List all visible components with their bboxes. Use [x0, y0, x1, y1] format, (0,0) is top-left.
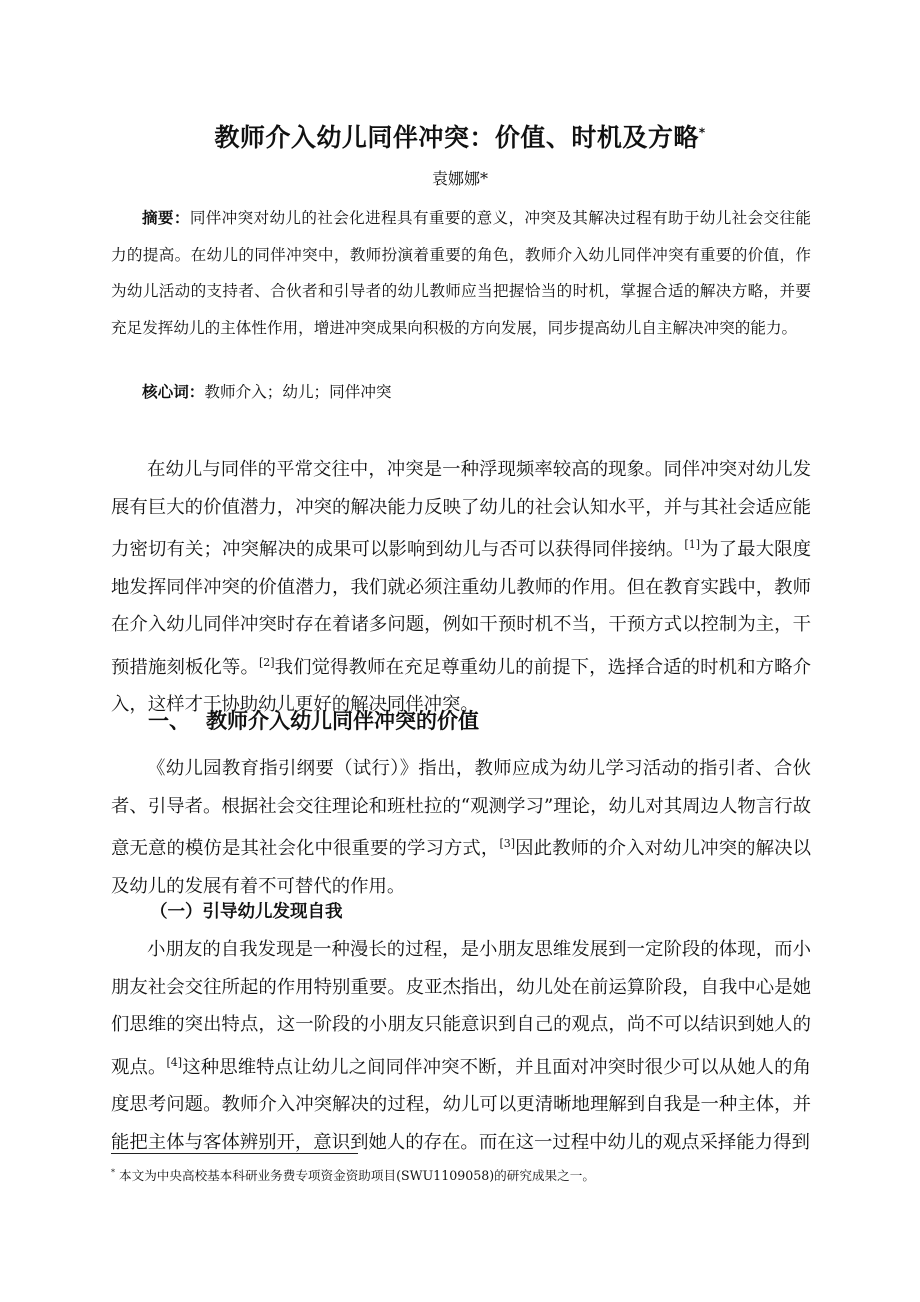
abstract-text: 同伴冲突对幼儿的社会化进程具有重要的意义，冲突及其解决过程有助于幼儿社会交往能力的提高。在幼儿的同伴冲突中，教师扮演着重要的角色，教师介入幼儿同伴冲突有重要的价值，作为幼儿活动的支持者、合伙者和引导者的幼儿教师应当把握恰当的时机，掌握合适的解决方略，并要充足发挥幼儿的主体性作用，增进冲突成果向积极的方向发展，同步提高幼儿自主解决冲突的能力。	[111, 209, 811, 337]
keywords	[142, 380, 392, 402]
intro-paragraph	[111, 451, 811, 724]
citation-1: [1]	[684, 538, 700, 551]
footnote	[111, 1165, 595, 1184]
abstract	[111, 200, 811, 346]
citation-4: [4]	[166, 1055, 183, 1069]
section1-paragraph	[111, 750, 811, 905]
paper-title	[0, 118, 920, 154]
footnote-divider	[111, 1153, 358, 1154]
section-heading-1	[148, 705, 479, 735]
intro-text-3: 我们觉得教师在充足尊重幼儿的前提下，选择合适的时机和方略介入，这样才干协助幼儿更好的解决同伴冲突。	[111, 656, 811, 716]
title-text: 教师介入幼儿同伴冲突：价值、时机及方略	[214, 123, 699, 152]
keywords-label: 核心词：	[142, 383, 205, 401]
subsection1-paragraph	[111, 931, 811, 1161]
subsection-heading-1: （一）引导幼儿发现自我	[150, 902, 343, 922]
citation-3: [3]	[499, 837, 516, 850]
citation-2: [2]	[258, 655, 275, 669]
intro-text-2: 为了最大限度地发挥同伴冲突的价值潜力，我们就必须注重幼儿教师的作用。但在教育实践中，教师在介入幼儿同伴冲突时存在着诸多问题，例如干预时机不当，干预方式以控制为主，干预措施刻板化等。	[111, 539, 811, 678]
keywords-text: 教师介入；幼儿；同伴冲突	[204, 383, 392, 401]
subsection1-text-2: 这种思维特点让幼儿之间同伴冲突不断，并且面对冲突时很少可以从她人的角度思考问题。教师介入冲突解决的过程，幼儿可以更清晰地理解到自我是一种主体，并能把主体与客体辨别开，意识到她人的存在。而在这一过程中幼儿的观点采择能力得到	[111, 1056, 811, 1153]
abstract-label: 摘要：	[142, 209, 190, 227]
section1-text-2: 因此教师的介入对幼儿冲突的解决以及幼儿的发展有着不可替代的作用。	[111, 838, 811, 897]
section-title: 教师介入幼儿同伴冲突的价值	[206, 709, 479, 733]
section1-text-1: 《幼儿园教育指引纲要（试行）》指出，教师应成为幼儿学习活动的指引者、合伙者、引导者。根据社会交往理论和班杜拉的“观测学习”理论，幼儿对其周边人物言行故意无意的模仿是其社会化中很重要的学习方式，	[111, 758, 811, 860]
author-name: 袁娜娜*	[431, 169, 488, 188]
footnote-mark: *	[111, 1167, 115, 1177]
section-number: 一、	[148, 709, 190, 733]
title-footnote-mark: *	[698, 125, 706, 140]
footnote-text: 本文为中央高校基本科研业务费专项资金资助项目(SWU1109058)的研究成果之一。	[119, 1168, 595, 1183]
intro-text-1: 在幼儿与同伴的平常交往中，冲突是一种浮现频率较高的现象。同伴冲突对幼儿发展有巨大的价值潜力，冲突的解决能力反映了幼儿的社会认知水平，并与其社会适应能力密切有关；冲突解决的成果可以影响到幼儿与否可以获得同伴接纳。	[111, 459, 811, 561]
subsection1-text-1: 小朋友的自我发现是一种漫长的过程，是小朋友思维发展到一定阶段的体现，而小朋友社会交往所起的作用特别重要。皮亚杰指出，幼儿处在前运算阶段，自我中心是她们思维的突出特点，这一阶段的小朋友只能意识到自己的观点，尚不可以结识到她人的观点。	[111, 939, 811, 1078]
